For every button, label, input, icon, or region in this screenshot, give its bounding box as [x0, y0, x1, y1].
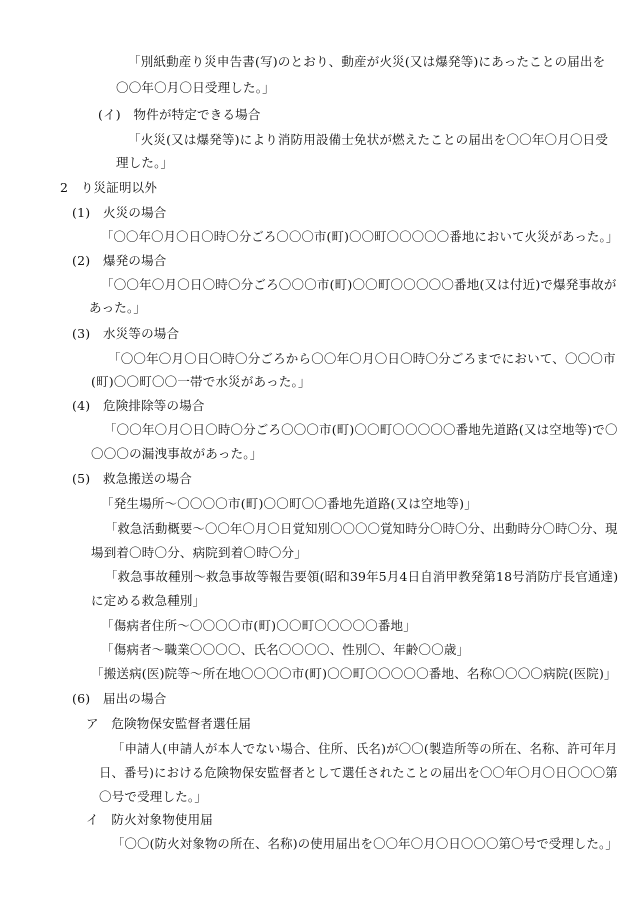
text-line: 「〇〇年〇月〇日〇時〇分ごろ〇〇〇市(町)〇〇町〇〇〇〇〇番地において火災があった。」 [101, 229, 619, 244]
text-line: あった。」 [89, 300, 147, 315]
text-line: (町)〇〇町〇〇一帯で水災があった。」 [91, 374, 311, 389]
text-line: 「火災(又は爆発等)により消防用設備士免状が燃えたことの届出を〇〇年〇月〇日受 [128, 132, 609, 147]
text-line: 「〇〇(防火対象物の所在、名称)の使用届出を〇〇年〇月〇日〇〇〇第〇号で受理した。」 [112, 836, 618, 851]
text-line: 「〇〇年〇月〇日〇時〇分ごろ〇〇〇市(町)〇〇町〇〇〇〇〇番地先道路(又は空地等)で〇 [104, 422, 618, 437]
section-heading: 2 り災証明以外 [60, 180, 158, 195]
text-line: 「申請人(申請人が本人でない場合、住所、氏名)が〇〇(製造所等の所在、名称、許可年月 [112, 741, 618, 756]
text-line: 場到着〇時〇分、病院到着〇時〇分」 [91, 545, 307, 560]
text-line: 〇〇〇の漏洩事故があった。」 [91, 446, 263, 461]
subheading: (4) 危険排除等の場合 [72, 398, 205, 413]
text-line: 日、番号)における危険物保安監督者として選任されたことの届出を〇〇年〇月〇日〇〇〇第 [99, 765, 618, 780]
text-line: 理した。」 [116, 155, 174, 170]
text-line: 〇号で受理した。」 [99, 789, 208, 804]
subheading: (1) 火災の場合 [72, 205, 167, 220]
subheading: イ 防火対象物使用届 [86, 812, 214, 827]
subheading: (2) 爆発の場合 [72, 253, 167, 268]
subheading: (3) 水災等の場合 [72, 326, 180, 341]
subheading: (5) 救急搬送の場合 [72, 471, 192, 486]
text-line: 「別紙動産り災申告書(写)のとおり、動産が火災(又は爆発等)にあったことの届出を [128, 54, 606, 69]
text-line: 「傷病者住所～〇〇〇〇市(町)〇〇町〇〇〇〇〇番地」 [101, 618, 416, 633]
text-line: 「〇〇年〇月〇日〇時〇分ごろ〇〇〇市(町)〇〇町〇〇〇〇〇番地(又は付近)で爆発事故が [101, 277, 617, 292]
subheading: (イ) 物件が特定できる場合 [98, 107, 261, 122]
text-line: 〇〇年〇月〇日受理した。」 [116, 80, 275, 95]
text-line: 「〇〇年〇月〇日〇時〇分ごろから〇〇年〇月〇日〇時〇分ごろまでにおいて、〇〇〇市 [108, 351, 616, 366]
text-line: 「発生場所～〇〇〇〇市(町)〇〇町〇〇番地先道路(又は空地等)」 [101, 496, 477, 511]
text-line: 「傷病者～職業〇〇〇〇、氏名〇〇〇〇、性別〇、年齢〇〇歳」 [101, 642, 470, 657]
subheading: ア 危険物保安監督者選任届 [86, 716, 252, 731]
subheading: (6) 届出の場合 [72, 691, 167, 706]
text-line: 「搬送病(医)院等～所在地〇〇〇〇市(町)〇〇町〇〇〇〇〇番地、名称〇〇〇〇病院(医院)」 [91, 666, 617, 681]
text-line: 「救急事故種別～救急事故等報告要領(昭和39年5月4日自消甲教発第18号消防庁長官通達) [105, 569, 619, 584]
text-line: に定める救急種別」 [91, 593, 206, 608]
text-line: 「救急活動概要～〇〇年〇月〇日覚知別〇〇〇〇覚知時分〇時〇分、出動時分〇時〇分、現 [105, 521, 618, 536]
